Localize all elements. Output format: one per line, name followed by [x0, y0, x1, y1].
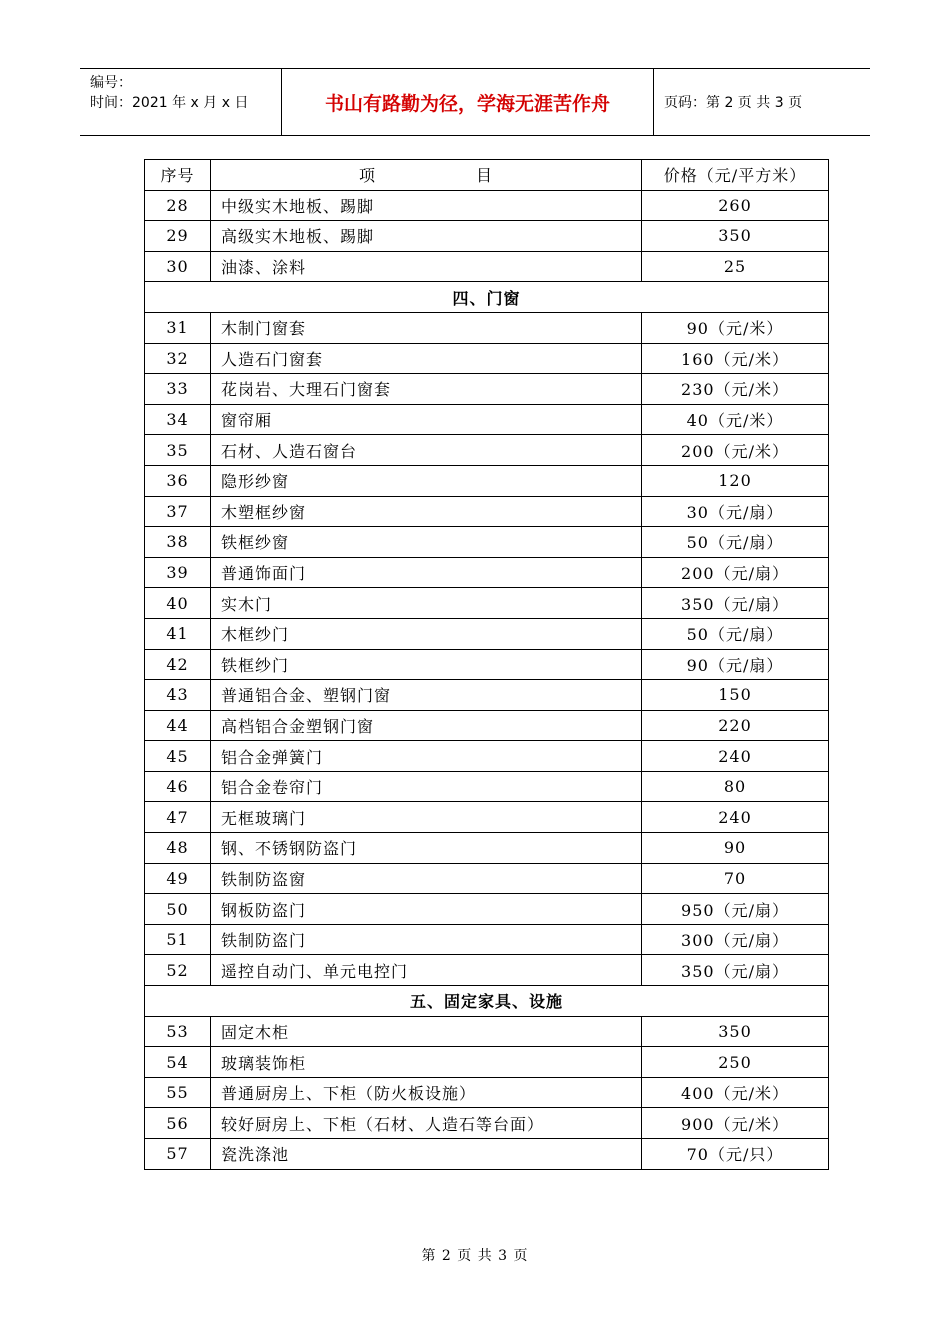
row-item: 遥控自动门、单元电控门 [211, 955, 642, 986]
row-price: 200（元/扇） [642, 557, 829, 588]
row-number: 45 [145, 741, 211, 772]
header-page-info: 页码：第 2 页 共 3 页 [664, 95, 803, 111]
row-price: 350（元/扇） [642, 588, 829, 619]
table-row [145, 680, 829, 711]
row-number: 49 [145, 863, 211, 894]
header-item-part1: 项 [358, 166, 376, 186]
table-row [145, 833, 829, 864]
table-row [145, 496, 829, 527]
row-number: 39 [145, 557, 211, 588]
row-item: 中级实木地板、踢脚 [211, 190, 642, 221]
row-price: 300（元/扇） [642, 924, 829, 955]
section-row [145, 986, 829, 1017]
row-item: 普通饰面门 [211, 557, 642, 588]
table-header-row [145, 160, 829, 191]
table-row [145, 955, 829, 986]
row-number: 52 [145, 955, 211, 986]
row-item: 高级实木地板、踢脚 [211, 221, 642, 252]
row-price: 350 [642, 1016, 829, 1047]
table-row [145, 1108, 829, 1139]
table-row [145, 343, 829, 374]
row-item: 隐形纱窗 [211, 465, 642, 496]
table-row [145, 251, 829, 282]
row-number: 47 [145, 802, 211, 833]
row-item: 铝合金弹簧门 [211, 741, 642, 772]
row-item: 固定木柜 [211, 1016, 642, 1047]
date-line: 时间：2021 年 x 月 x 日 [90, 95, 249, 111]
table-row [145, 924, 829, 955]
row-price: 400（元/米） [642, 1077, 829, 1108]
table-row [145, 1139, 829, 1170]
table-row [145, 802, 829, 833]
price-table [144, 159, 829, 1170]
table-row [145, 435, 829, 466]
row-price: 240 [642, 802, 829, 833]
table-row [145, 557, 829, 588]
row-price: 50（元/扇） [642, 618, 829, 649]
header-price: 价格（元/平方米） [642, 160, 829, 191]
row-item: 花岗岩、大理石门窗套 [211, 374, 642, 405]
row-number: 31 [145, 312, 211, 343]
row-item: 木塑框纱窗 [211, 496, 642, 527]
row-price: 350（元/扇） [642, 955, 829, 986]
row-price: 120 [642, 465, 829, 496]
row-item: 无框玻璃门 [211, 802, 642, 833]
row-item: 高档铝合金塑钢门窗 [211, 710, 642, 741]
table-row [145, 863, 829, 894]
row-item: 钢、不锈钢防盗门 [211, 833, 642, 864]
row-price: 25 [642, 251, 829, 282]
table-row [145, 190, 829, 221]
row-number: 34 [145, 404, 211, 435]
row-price: 50（元/扇） [642, 527, 829, 558]
row-item: 木框纱门 [211, 618, 642, 649]
table-row [145, 527, 829, 558]
row-item: 玻璃装饰柜 [211, 1047, 642, 1078]
row-number: 46 [145, 771, 211, 802]
row-item: 铝合金卷帘门 [211, 771, 642, 802]
row-item: 普通厨房上、下柜（防火板设施） [211, 1077, 642, 1108]
row-item: 铁制防盗门 [211, 924, 642, 955]
table-row [145, 894, 829, 925]
row-item: 铁制防盗窗 [211, 863, 642, 894]
row-number: 56 [145, 1108, 211, 1139]
row-item: 瓷洗涤池 [211, 1139, 642, 1170]
row-item: 窗帘厢 [211, 404, 642, 435]
table-row [145, 649, 829, 680]
table-row [145, 618, 829, 649]
row-number: 53 [145, 1016, 211, 1047]
row-price: 900（元/米） [642, 1108, 829, 1139]
table-row [145, 221, 829, 252]
row-number: 57 [145, 1139, 211, 1170]
row-number: 50 [145, 894, 211, 925]
row-price: 30（元/扇） [642, 496, 829, 527]
row-number: 40 [145, 588, 211, 619]
row-price: 950（元/扇） [642, 894, 829, 925]
header-item [211, 160, 642, 191]
row-price: 160（元/米） [642, 343, 829, 374]
row-item: 实木门 [211, 588, 642, 619]
row-number: 35 [145, 435, 211, 466]
row-number: 43 [145, 680, 211, 711]
row-number: 41 [145, 618, 211, 649]
row-number: 44 [145, 710, 211, 741]
row-price: 90 [642, 833, 829, 864]
table-row [145, 771, 829, 802]
row-price: 40（元/米） [642, 404, 829, 435]
row-number: 36 [145, 465, 211, 496]
row-number: 33 [145, 374, 211, 405]
row-price: 200（元/米） [642, 435, 829, 466]
row-item: 人造石门窗套 [211, 343, 642, 374]
row-number: 42 [145, 649, 211, 680]
table-row [145, 1077, 829, 1108]
table-row [145, 465, 829, 496]
row-price: 70（元/只） [642, 1139, 829, 1170]
row-price: 90（元/扇） [642, 649, 829, 680]
row-item: 普通铝合金、塑钢门窗 [211, 680, 642, 711]
row-item: 油漆、涂料 [211, 251, 642, 282]
row-price: 250 [642, 1047, 829, 1078]
row-item: 钢板防盗门 [211, 894, 642, 925]
section-title-doors: 四、门窗 [145, 282, 829, 313]
header-item-part2: 目 [476, 166, 494, 186]
header-motto: 书山有路勤为径，学海无涯苦作舟 [282, 69, 654, 135]
row-number: 48 [145, 833, 211, 864]
row-number: 32 [145, 343, 211, 374]
row-number: 29 [145, 221, 211, 252]
row-number: 30 [145, 251, 211, 282]
row-item: 木制门窗套 [211, 312, 642, 343]
row-number: 28 [145, 190, 211, 221]
row-price: 240 [642, 741, 829, 772]
table-row [145, 710, 829, 741]
table-row [145, 312, 829, 343]
row-price: 230（元/米） [642, 374, 829, 405]
row-number: 54 [145, 1047, 211, 1078]
row-item: 石材、人造石窗台 [211, 435, 642, 466]
table-row [145, 588, 829, 619]
row-price: 70 [642, 863, 829, 894]
header-meta [80, 69, 282, 135]
table-row [145, 1047, 829, 1078]
table-row [145, 1016, 829, 1047]
table-row [145, 374, 829, 405]
row-item: 较好厨房上、下柜（石材、人造石等台面） [211, 1108, 642, 1139]
section-row [145, 282, 829, 313]
page-header [80, 68, 870, 136]
row-price: 90（元/米） [642, 312, 829, 343]
row-number: 38 [145, 527, 211, 558]
row-number: 37 [145, 496, 211, 527]
row-price: 350 [642, 221, 829, 252]
row-item: 铁框纱窗 [211, 527, 642, 558]
row-item: 铁框纱门 [211, 649, 642, 680]
row-price: 220 [642, 710, 829, 741]
row-price: 80 [642, 771, 829, 802]
doc-number-label: 编号： [90, 75, 132, 91]
row-number: 55 [145, 1077, 211, 1108]
table-row [145, 404, 829, 435]
page-footer: 第 2 页 共 3 页 [421, 1248, 529, 1264]
row-price: 150 [642, 680, 829, 711]
header-no: 序号 [145, 160, 211, 191]
row-price: 260 [642, 190, 829, 221]
table-row [145, 741, 829, 772]
section-title-furniture: 五、固定家具、设施 [145, 986, 829, 1017]
row-number: 51 [145, 924, 211, 955]
